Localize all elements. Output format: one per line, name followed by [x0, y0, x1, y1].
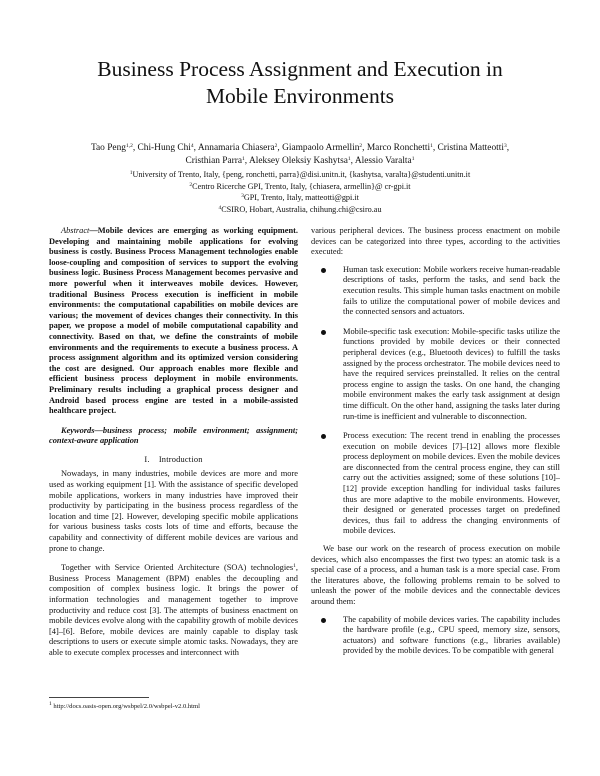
footnote-rule — [49, 697, 149, 698]
affiliation-number: 2 — [189, 181, 193, 188]
bullet-dot-icon — [321, 330, 326, 335]
intro-paragraph-2 — [49, 563, 298, 658]
affiliation-text: University of Trento, Italy, {peng, ronchetti, parra}@disi.unitn.it, {kashytsa, varalta}@studenti.unitn.it — [132, 170, 471, 179]
author-separator: , — [193, 143, 198, 153]
author-separator: , — [350, 156, 355, 166]
affiliation — [40, 181, 560, 193]
bullet-dot-icon — [321, 618, 326, 623]
author-name: Tao Peng — [90, 143, 126, 153]
affiliation-list — [40, 169, 560, 215]
author-separator: , — [244, 156, 249, 166]
right-paragraph-1: various peripheral devices. The business process enactment on mobile devices can be categorized into three types, according to the activities executed: — [311, 226, 560, 257]
author-name: Cristhian Parra — [185, 156, 243, 166]
affiliation-number: 3 — [241, 193, 244, 200]
footnote — [49, 697, 298, 711]
intro-paragraph-1: Nowadays, in many industries, mobile devices are more and more used as working equipment [1]. With the assistance of specific developed mobile applications, workers in many industries have improved their productivity by participating in the business process regardless of the location and time [2]. However, developing specific mobile applications for various business tasks costs lots of time and efforts, because the capability and connectivity of different mobile devices are various and prone to change. — [49, 469, 298, 553]
author-name: Chi-Hung Chi — [137, 143, 191, 153]
author-separator: , — [362, 143, 367, 153]
author-name: Giampaolo Armellin — [282, 143, 360, 153]
bullet-item — [311, 615, 560, 657]
paper-title — [40, 56, 560, 110]
intro-paragraph-2-b: , Business Process Management (BPM) enables the decoupling and composition of complex business logic. It brings the power of information technologies and management together to improve productivity and reduce cost [3]. The attempts of business enactment on mobile devices evolve along with the capability growth of mobile devices [4]–[6]. Before, mobile devices are mainly capable to display task descriptions to users or execute simple atomic tasks. Nowadays, they are able to execute complex processes and interconnect with — [49, 563, 298, 657]
author-affiliation-mark: 1 — [430, 143, 433, 149]
right-column — [311, 226, 560, 666]
affiliation-text: Centro Ricerche GPI, Trento, Italy, {chiasera, armellin}@ cr-gpi.it — [192, 181, 411, 191]
affiliation-number: 1 — [129, 170, 133, 176]
bullet-item — [311, 431, 560, 537]
author-name: Marco Ronchetti — [366, 143, 431, 153]
author-name: Cristina Matteotti — [437, 143, 504, 153]
right-paragraph-2: We base our work on the research of process execution on mobile devices, which also encompasses the first two types: an atomic task is a special case of a process, and a human task is a more special case. From the literatures above, the following problems remain to be solved to unleash the power of the mobile devices and the connectable devices around them: — [311, 544, 560, 606]
affiliation-number: 4 — [218, 204, 222, 211]
keywords: Keywords—business process; mobile environment; assignment; context-aware application — [49, 425, 298, 446]
abstract — [49, 226, 298, 417]
footnote-url: http://docs.oasis-open.org/wsbpel/2.0/wsbpel-v2.0.html — [51, 703, 200, 710]
author-affiliation-mark: 3 — [503, 143, 507, 149]
abstract-label: Abstract — [61, 226, 90, 235]
title-line-2: Mobile Environments — [205, 84, 395, 108]
bullet-dot-icon — [321, 434, 326, 439]
section-heading — [49, 455, 298, 466]
author-list — [40, 142, 560, 168]
footnote-ref: 1 — [293, 563, 296, 570]
author-separator: , — [277, 143, 283, 153]
abstract-text: —Mobile devices are emerging as working equipment. Developing and maintaining mobile applications for evolving business is costly. Business Process Management technologies enable loose-coupling and composition of services to support the evolving business logic. Business Process Management becomes pervasive and more powerful when it interweaves mobile devices. However, traditional Business Process execution is inefficient in mobile environments: the computational capabilities on mobile devices are various; the movement of devices changes their connectivity. In this paper, we propose a model of mobile computational capability and connectivity. Based on that, we define the constraints of mobile environments and the requirements to execute a business process. A process assignment algorithm and its optimized version considering the cost are designed. Our approach enables more flexible and efficient business process deployment in mobile environments. Preliminary results including a graphical process designer and Android based process engine are tested in a mobile-assisted healthcare project. — [49, 226, 298, 416]
intro-paragraph-2-a: Together with Service Oriented Architecture (SOA) technologies — [61, 563, 294, 573]
bullet-text: Process execution: The recent trend in enabling the processes execution on mobile devices [7]–[12] allows more flexible process deployment on mobile devices. Even the mobile devices are disconnected from the central process engine, they can still carry out the activities assigned; some of these solutions [10]–[12] provide exception handling for individual tasks failures thus are more adaptive to the mobile environments. However, their designed or generated processes target on predefined devices, thus fail to address the changing environments of mobile devices. — [343, 431, 560, 536]
bullet-text: The capability of mobile devices varies. The capability includes the hardware profile (e.g., CPU speed, memory size, sensors, actuators) and software functions (e.g., libraries available) provided by the mobile devices. To be compatible with general — [343, 614, 560, 656]
author-affiliation-mark: 2 — [359, 143, 363, 149]
author-affiliation-mark: 4 — [190, 143, 194, 149]
footnote-number: 1 — [49, 701, 52, 707]
author-name: Aleksey Oleksiy Kashytsa — [248, 156, 348, 166]
author-separator: , — [432, 143, 438, 153]
bullet-text: Human task execution: Mobile workers receive human-readable descriptions of tasks, perform the tasks, and send back the execution results. This simple human tasks enactment on mobile fails to utilize the computational power of mobile devices and the connected sensors and actuators. — [343, 264, 560, 317]
author-affiliation-mark: 1 — [411, 156, 415, 162]
author-affiliation-mark: 1,2 — [125, 143, 133, 149]
left-column — [49, 226, 298, 659]
bullet-text: Mobile-specific task execution: Mobile-specific tasks utilize the functions provided by mobile devices or their connected peripheral devices (e.g., Bluetooth devices) to fulfill the tasks assigned by the process orchestrator. The mobile devices need to have the required services preinstalled. It relies on the central process engine to assign the tasks. On one hand, the changing mobile environment makes the early task assignment at design time difficult. On the other hand, assigning the tasks later during run-time is inefficient and vulnerable to disconnection. — [343, 326, 560, 421]
bullet-dot-icon — [321, 268, 326, 273]
affiliation-text: GPI, Trento, Italy, matteotti@gpi.it — [243, 193, 359, 203]
affiliation — [40, 169, 560, 181]
author-affiliation-mark: 1 — [242, 156, 245, 162]
problems-list — [311, 615, 560, 657]
bullet-item — [311, 327, 560, 422]
affiliation — [40, 192, 560, 204]
title-line-1: Business Process Assignment and Execution in — [97, 57, 503, 81]
author-affiliation-mark: 2 — [274, 143, 278, 149]
affiliation-text: CSIRO, Hobart, Australia, chihung.chi@csiro.au — [221, 204, 382, 214]
bullet-item — [311, 265, 560, 318]
author-separator: , — [132, 143, 138, 153]
activity-types-list — [311, 265, 560, 537]
author-name: Annamaria Chiasera — [197, 143, 275, 153]
author-separator: , — [506, 143, 510, 153]
section-heading-text: I. Introduction — [144, 454, 203, 464]
author-affiliation-mark: 1 — [347, 156, 351, 162]
author-name: Alessio Varalta — [354, 156, 412, 166]
affiliation — [40, 204, 560, 216]
footnote-text — [49, 702, 298, 711]
